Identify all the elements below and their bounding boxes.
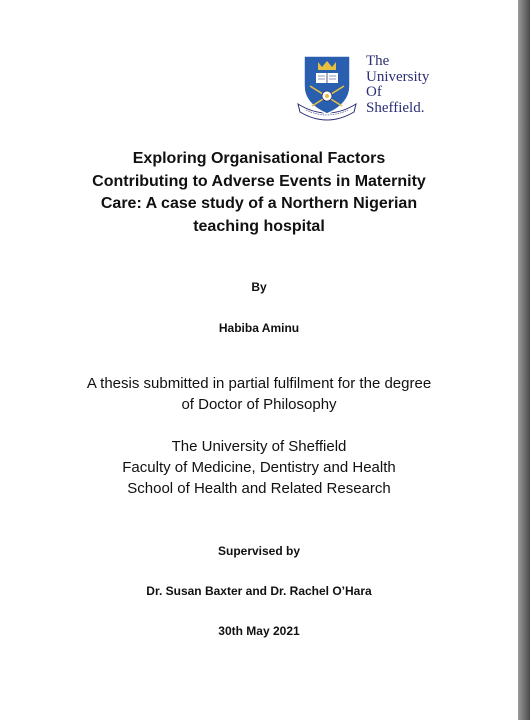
- viewer-background: [518, 0, 530, 720]
- thesis-statement-line: A thesis submitted in partial fulfilment for the degree: [86, 375, 432, 392]
- title-line: teaching hospital: [193, 217, 325, 235]
- wordmark-line: Of: [366, 84, 382, 100]
- supervised-by-label: Supervised by: [217, 544, 301, 558]
- university-logo: [296, 52, 466, 124]
- by-label: By: [251, 280, 267, 294]
- institution-block: [0, 436, 518, 499]
- university-shield-icon: [296, 52, 358, 122]
- submission-date: 30th May 2021: [218, 624, 300, 638]
- wordmark-line: Sheffield.: [366, 99, 425, 116]
- thesis-title: [60, 148, 458, 238]
- wordmark-line: University: [366, 68, 430, 85]
- supervisor-names: Dr. Susan Baxter and Dr. Rachel O’Hara: [146, 584, 372, 598]
- university-wordmark: [366, 54, 429, 116]
- author-name: Habiba Aminu: [218, 321, 300, 335]
- institution-line: School of Health and Related Research: [127, 480, 391, 497]
- title-line: Exploring Organisational Factors: [132, 150, 386, 167]
- title-line: Contributing to Adverse Events in Maternity: [92, 172, 426, 190]
- title-line: Care: A case study of a Northern Nigerian: [100, 195, 418, 212]
- thesis-statement: [0, 373, 518, 415]
- wordmark-line: The: [366, 53, 390, 69]
- institution-line: Faculty of Medicine, Dentistry and Health: [122, 459, 396, 476]
- institution-line: The University of Sheffield: [171, 438, 347, 455]
- thesis-statement-line: of Doctor of Philosophy: [181, 396, 337, 413]
